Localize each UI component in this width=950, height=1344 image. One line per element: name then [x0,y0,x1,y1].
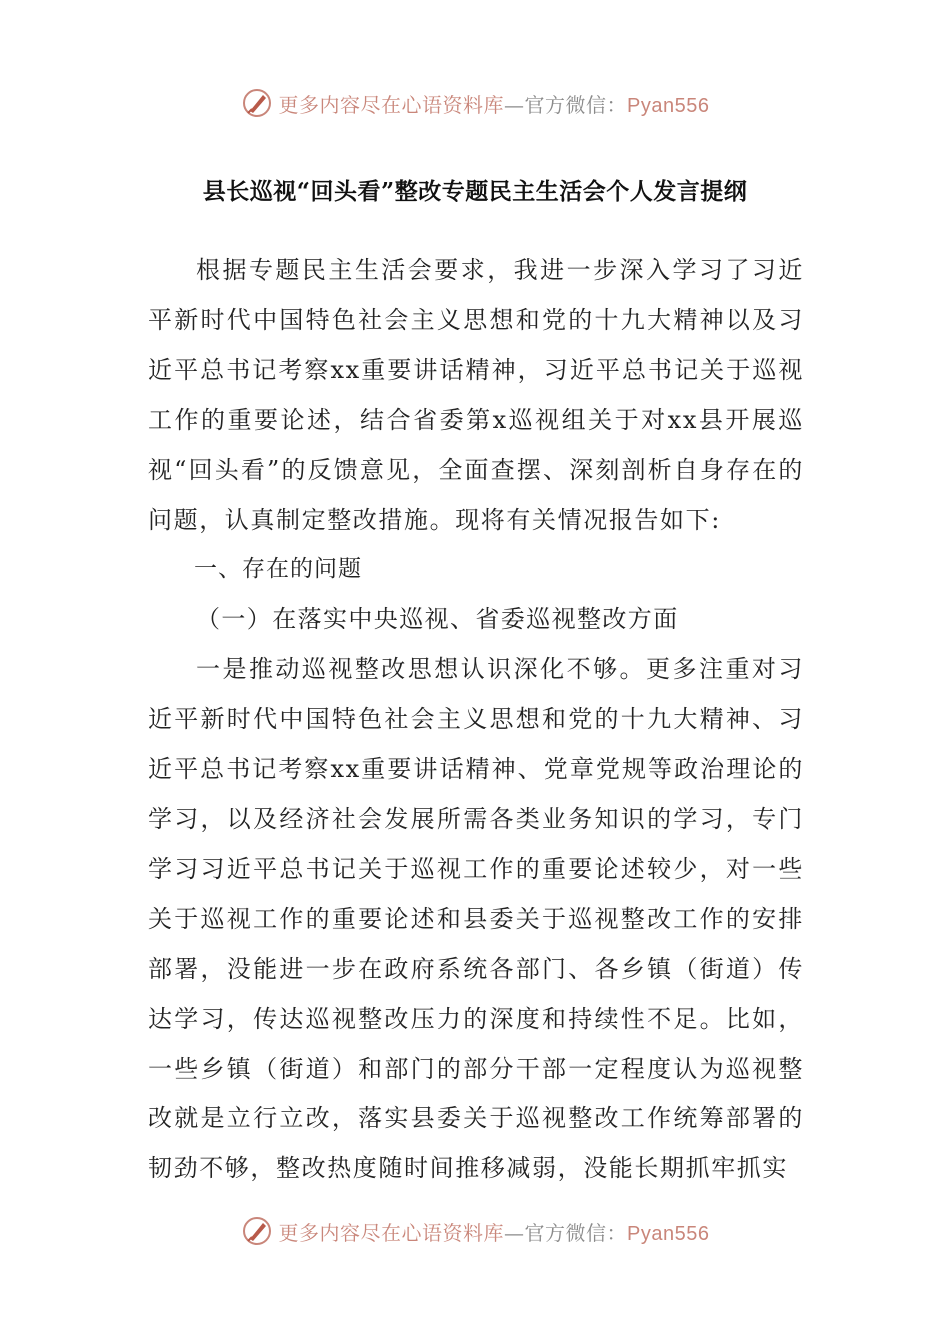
body-paragraph: 一是推动巡视整改思想认识深化不够。更多注重对习近平新时代中国特色社会主义思想和党的十九大精神、习近平总书记考察xx重要讲话精神、党章党规等政治理论的学习，以及经济社会发展所需各类业务知识的学习，专门学习习近平总书记关于巡视工作的重要论述较少，对一些关于巡视工作的重要论述和县委关于巡视整改工作的安排部署，没能进一步在政府系统各部门、各乡镇（街道）传达学习，传达巡视整改压力的深度和持续性不足。比如，一些乡镇（街道）和部门的部分干部一定程度认为巡视整改就是立行立改，落实县委关于巡视整改工作统筹部署的韧劲不够，整改热度随时间推移减弱，没能长期抓牢抓实 [148,655,804,1183]
watermark-banner-bottom [0,1211,950,1251]
watermark-side-text: 官方微信： [524,1220,628,1245]
watermark-dash: — [504,1220,525,1245]
watermark-main-text: 更多内容尽在心语资料库 [278,1220,505,1245]
watermark-text [279,89,710,118]
watermark-dash: — [504,92,525,117]
watermark-wechat-id: Pyan556 [627,94,710,117]
watermark-text [279,1217,710,1246]
watermark-banner-top [0,83,950,123]
document-title: 县长巡视“回头看”整改专题民主生活会个人发言提纲 [202,178,748,205]
subsection-heading: （一）在落实中央巡视、省委巡视整改方面 [196,605,679,634]
section-heading: 一、存在的问题 [194,556,362,583]
watermark-main-text: 更多内容尽在心语资料库 [278,92,505,117]
watermark-wechat-id: Pyan556 [627,1222,710,1245]
watermark-side-text: 官方微信： [524,92,628,117]
intro-paragraph: 根据专题民主生活会要求，我进一步深入学习了习近平新时代中国特色社会主义思想和党的十九大精神以及习近平总书记考察xx重要讲话精神，习近平总书记关于巡视工作的重要论述，结合省委第x巡视组关于对xx县开展巡视“回头看”的反馈意见，全面查摆、深刻剖析自身存在的问题，认真制定整改措施。现将有关情况报告如下: [148,256,804,534]
document-body [148,246,804,1194]
quill-logo-icon [241,87,273,119]
quill-logo-icon [241,1215,273,1247]
